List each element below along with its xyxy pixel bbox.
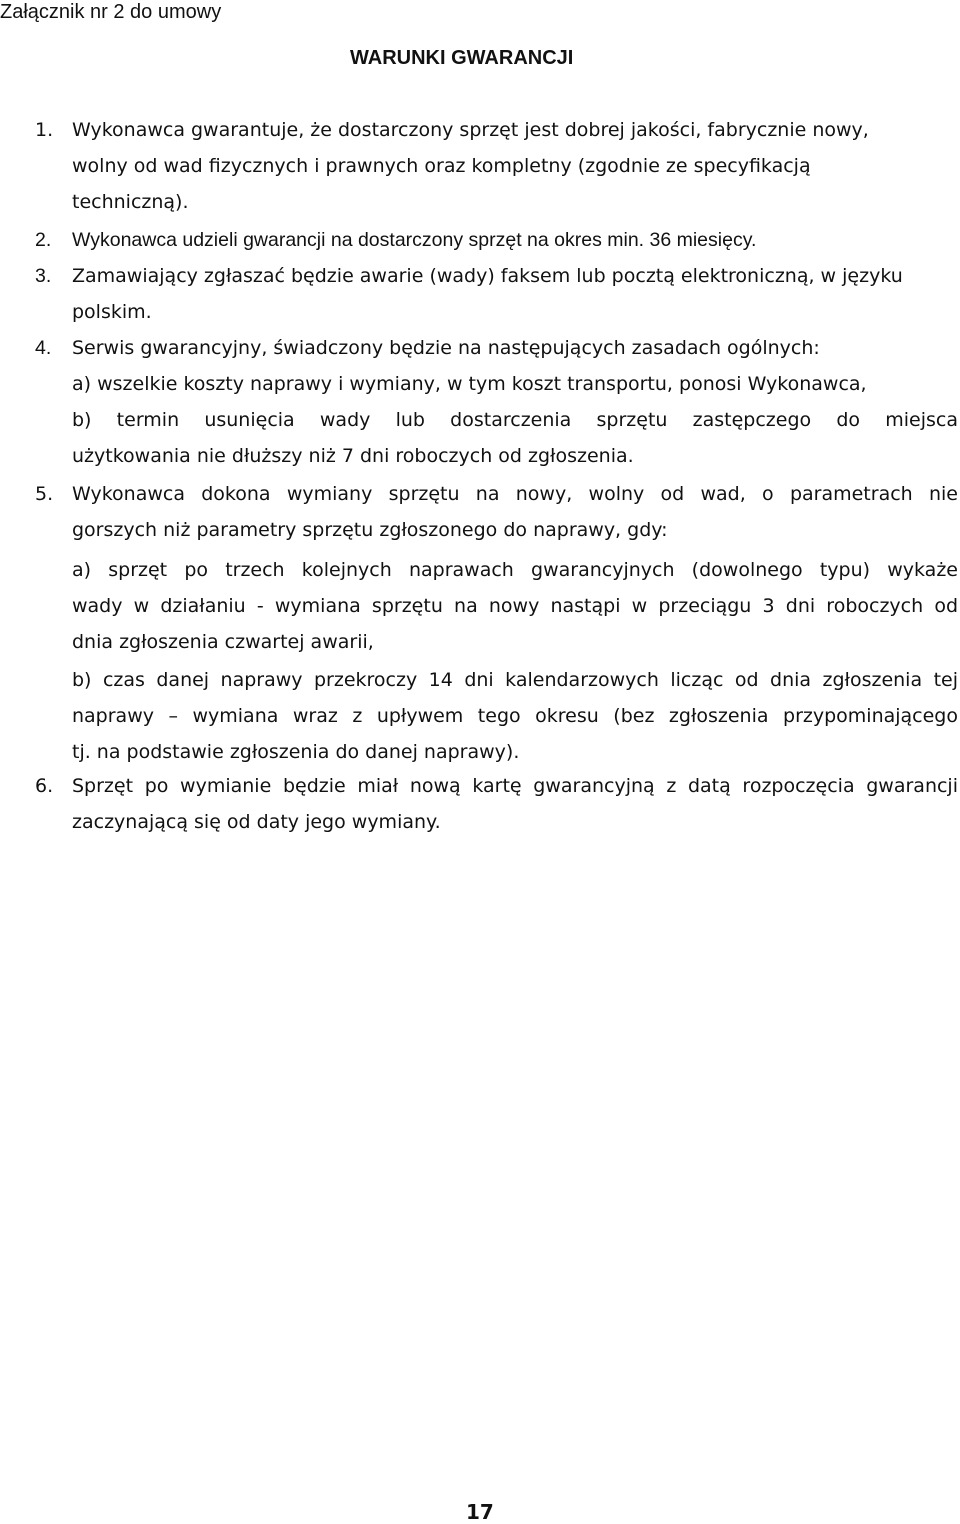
clause-line: Sprzęt po wymianie będzie miał nową kartę gwarancyjną z datą rozpoczęcia gwarancji <box>72 775 958 797</box>
clause-line: Wykonawca gwarantuje, że dostarczony sprzęt jest dobrej jakości, fabrycznie nowy, <box>72 119 869 141</box>
page-number: 17 <box>466 1500 494 1524</box>
clause-line: wolny od wad fizycznych i prawnych oraz kompletny (zgodnie ze specyfikacją <box>72 155 811 177</box>
clause-number: 5. <box>35 483 54 505</box>
clause-line: wady w działaniu - wymiana sprzętu na nowy nastąpi w przeciągu 3 dni roboczych od <box>72 595 958 617</box>
clause-text <box>72 222 958 258</box>
clause-text <box>72 768 958 840</box>
clause-line: zaczynającą się od daty jego wymiany. <box>72 811 441 833</box>
clause-line: gorszych niż parametry sprzętu zgłoszonego do naprawy, gdy: <box>72 519 668 541</box>
clause-text <box>72 258 958 330</box>
clause-line: polskim. <box>72 301 152 323</box>
clause-line: tj. na podstawie zgłoszenia do danej naprawy). <box>72 741 520 763</box>
clause-line: Zamawiający zgłaszać będzie awarie (wady) faksem lub pocztą elektroniczną, w języku <box>72 265 903 287</box>
clause-number: 6. <box>35 775 54 797</box>
clause-number: 4. <box>35 337 52 359</box>
clause-number: 2. <box>35 229 52 251</box>
clause-subitem: b) termin usunięcia wady lub dostarczenia sprzętu zastępczego do miejsca <box>72 409 958 431</box>
clause-line: użytkowania nie dłuższy niż 7 dni roboczych od zgłoszenia. <box>72 445 634 467</box>
clause-line: Wykonawca udzieli gwarancji na dostarczony sprzęt na okres min. 36 miesięcy. <box>72 229 757 251</box>
annex-label: Załącznik nr 2 do umowy <box>0 1 222 23</box>
clause-line: dnia zgłoszenia czwartej awarii, <box>72 631 374 653</box>
clause-subitem: b) czas danej naprawy przekroczy 14 dni kalendarzowych licząc od dnia zgłoszenia tej <box>72 669 958 691</box>
clause-subitem: a) sprzęt po trzech kolejnych naprawach gwarancyjnych (dowolnego typu) wykaże <box>72 559 958 581</box>
clause-text <box>72 112 958 220</box>
clause-line: Serwis gwarancyjny, świadczony będzie na następujących zasadach ogólnych: <box>72 337 820 359</box>
clause-line: techniczną). <box>72 191 189 213</box>
clause-text <box>72 330 958 474</box>
clause-number: 1. <box>35 119 54 141</box>
clause-number: 3. <box>35 265 52 287</box>
clause-line: naprawy – wymiana wraz z upływem tego okresu (bez zgłoszenia przypominającego <box>72 705 958 727</box>
clause-line: Wykonawca dokona wymiany sprzętu na nowy, wolny od wad, o parametrach nie <box>72 483 958 505</box>
clause-text <box>72 476 958 770</box>
clause-subitem: a) wszelkie koszty naprawy i wymiany, w tym koszt transportu, ponosi Wykonawca, <box>72 373 867 395</box>
document-title: WARUNKI GWARANCJI <box>350 47 574 69</box>
